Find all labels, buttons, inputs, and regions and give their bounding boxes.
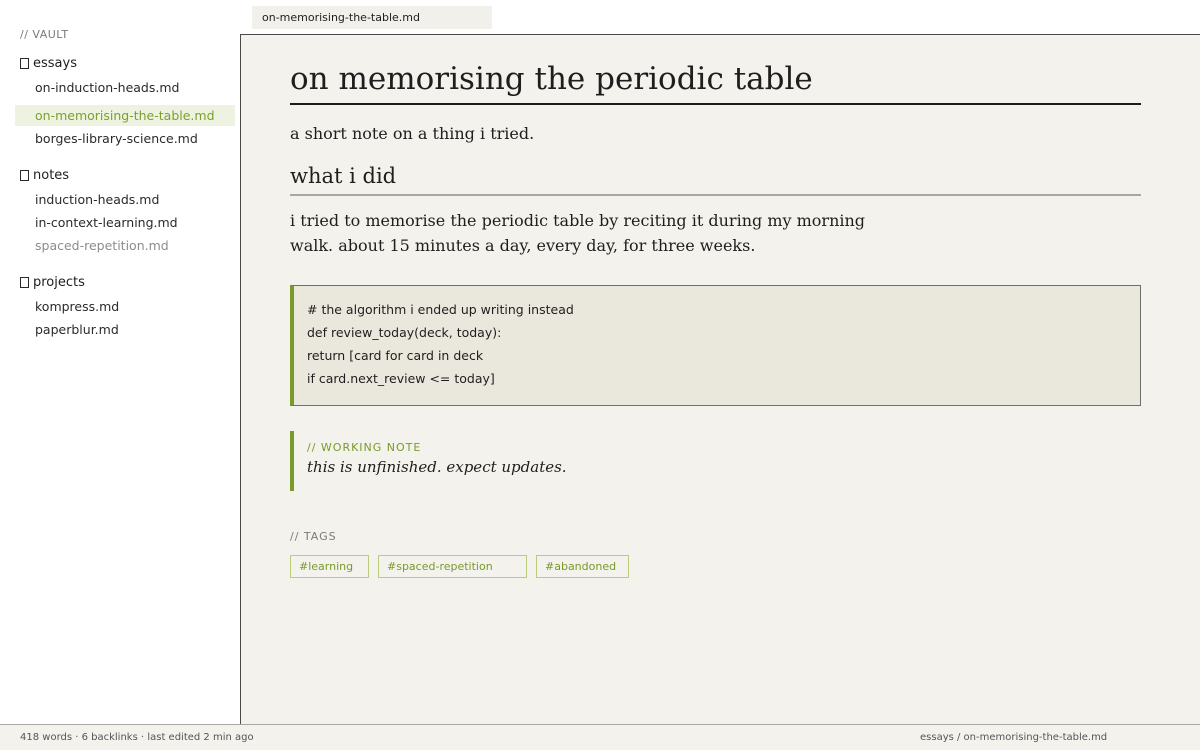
- status-bar: [0, 724, 1200, 750]
- folder-icon: [20, 170, 29, 181]
- note-label: // WORKING NOTE: [307, 441, 422, 454]
- folder-label: projects: [33, 275, 85, 290]
- folder-label: essays: [33, 56, 77, 71]
- note-text: this is unfinished. expect updates.: [307, 458, 567, 476]
- file-kompress[interactable]: kompress.md: [35, 299, 120, 314]
- file-on-memorising-the-table[interactable]: on-memorising-the-table.md: [15, 105, 235, 126]
- folder-notes[interactable]: [20, 168, 69, 183]
- folder-icon: [20, 277, 29, 288]
- file-borges-library-science[interactable]: borges-library-science.md: [35, 131, 198, 146]
- code-line: if card.next_review <= today]: [307, 371, 495, 386]
- paragraph-line: i tried to memorise the periodic table by reciting it during my morning: [290, 211, 866, 230]
- paragraph-line: walk. about 15 minutes a day, every day, for three weeks.: [290, 236, 756, 255]
- body-paragraph: [290, 208, 910, 258]
- code-line: return [card for card in deck: [307, 348, 484, 363]
- page-title: on memorising the periodic table: [290, 61, 1141, 105]
- folder-icon: [20, 58, 29, 69]
- tag-spaced-repetition[interactable]: #spaced-repetition: [378, 555, 527, 578]
- vault-label: // VAULT: [20, 28, 69, 41]
- status-breadcrumb: essays / on-memorising-the-table.md: [920, 732, 1108, 743]
- tag-abandoned[interactable]: #abandoned: [536, 555, 629, 578]
- file-on-induction-heads[interactable]: on-induction-heads.md: [35, 80, 180, 95]
- folder-label: notes: [33, 168, 70, 183]
- status-word-count: 418 words · 6 backlinks · last edited 2 min ago: [20, 732, 254, 743]
- code-block: [290, 285, 1141, 406]
- working-note-callout: [290, 431, 690, 491]
- code-line: def review_today(deck, today):: [307, 325, 502, 340]
- tab-active-file[interactable]: on-memorising-the-table.md: [252, 6, 492, 29]
- tag-learning[interactable]: #learning: [290, 555, 369, 578]
- file-sidebar: [0, 0, 240, 724]
- section-heading: what i did: [290, 164, 1141, 196]
- code-line: # the algorithm i ended up writing instead: [307, 302, 574, 317]
- file-paperblur[interactable]: paperblur.md: [35, 322, 119, 337]
- file-induction-heads[interactable]: induction-heads.md: [35, 192, 160, 207]
- editor-pane: [240, 34, 1200, 724]
- tags-label: // TAGS: [290, 530, 337, 543]
- file-in-context-learning[interactable]: in-context-learning.md: [35, 215, 178, 230]
- folder-projects[interactable]: [20, 275, 85, 290]
- folder-essays[interactable]: [20, 56, 77, 71]
- lede-text: a short note on a thing i tried.: [290, 124, 535, 143]
- file-spaced-repetition[interactable]: spaced-repetition.md: [35, 238, 169, 253]
